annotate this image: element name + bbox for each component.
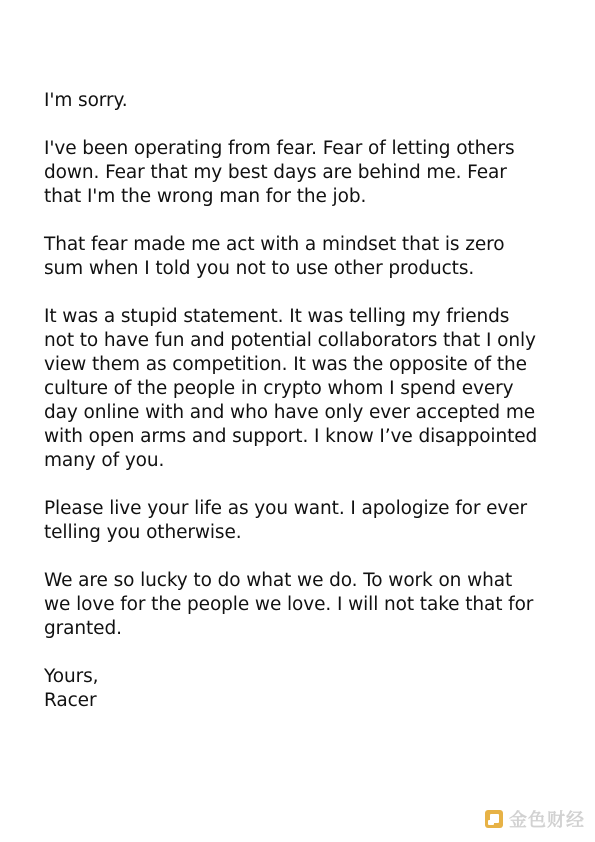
paragraph-line: with open arms and support. I know I’ve disappointed xyxy=(44,426,538,447)
signature: Racer xyxy=(44,690,97,711)
paragraph-line: I've been operating from fear. Fear of letting others xyxy=(44,138,515,159)
paragraph-line: telling you otherwise. xyxy=(44,522,242,543)
greeting xyxy=(44,89,564,113)
paragraph-line: Please live your life as you want. I apologize for ever xyxy=(44,498,528,519)
paragraph-line: day online with and who have only ever accepted me xyxy=(44,402,536,423)
letter-body xyxy=(44,89,564,713)
paragraph-line: sum when I told you not to use other products. xyxy=(44,258,475,279)
paragraph-line: we love for the people we love. I will not take that for xyxy=(44,594,534,615)
greeting-line: I'm sorry. xyxy=(44,90,128,111)
paragraph-1 xyxy=(44,137,564,209)
paragraph-line: not to have fun and potential collaborators that I only xyxy=(44,330,536,351)
golden-square-logo-icon xyxy=(483,808,505,830)
paragraph-2 xyxy=(44,233,564,281)
paragraph-line: That fear made me act with a mindset that is zero xyxy=(44,234,505,255)
paragraph-line: It was a stupid statement. It was telling my friends xyxy=(44,306,510,327)
paragraph-line: view them as competition. It was the opposite of the xyxy=(44,354,527,375)
paragraph-line: down. Fear that my best days are behind me. Fear xyxy=(44,162,507,183)
paragraph-line: that I'm the wrong man for the job. xyxy=(44,186,367,207)
paragraph-line: We are so lucky to do what we do. To work on what xyxy=(44,570,513,591)
paragraph-4 xyxy=(44,497,564,545)
watermark-text: 金色财经 xyxy=(509,810,585,831)
paragraph-5 xyxy=(44,569,564,641)
paragraph-line: granted. xyxy=(44,618,122,639)
paragraph-line: culture of the people in crypto whom I spend every xyxy=(44,378,514,399)
paragraph-3 xyxy=(44,305,564,473)
signoff xyxy=(44,665,564,713)
paragraph-line: many of you. xyxy=(44,450,165,471)
closing: Yours, xyxy=(44,666,99,687)
watermark xyxy=(483,806,585,832)
